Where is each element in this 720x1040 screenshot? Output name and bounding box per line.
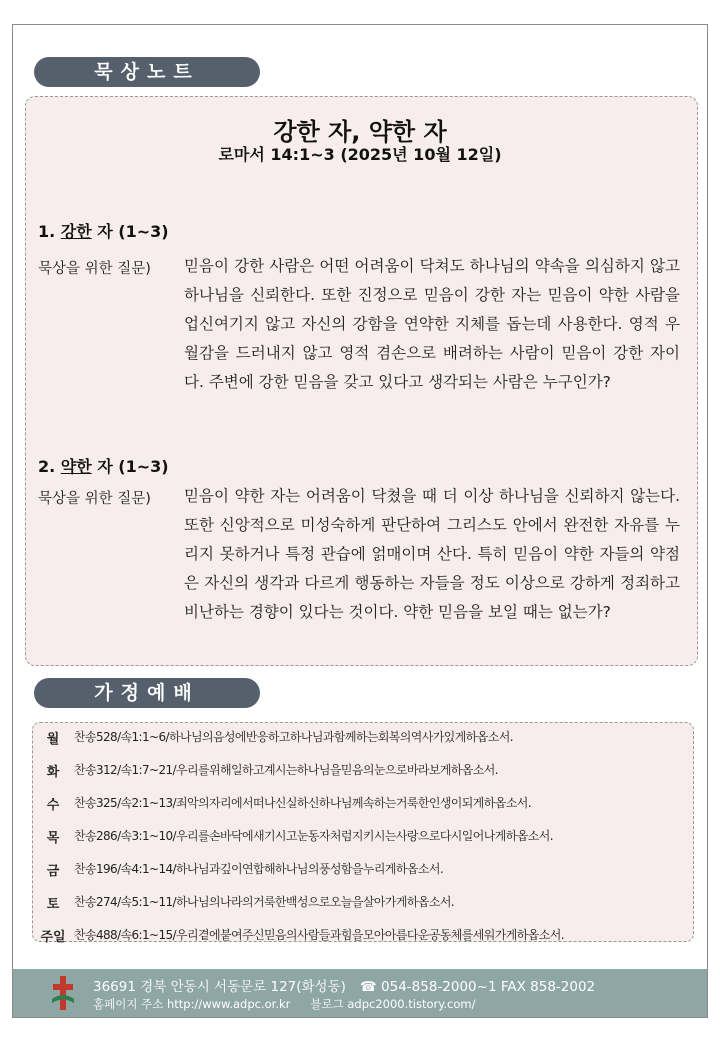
section-number: 2. <box>38 457 61 476</box>
worship-text: 찬송325/속2:1~13/죄악의자리에서떠나신실하신하나님께속하는거룩한인생이되게하옵소서. <box>74 796 531 810</box>
meditation-header: 묵상노트 <box>34 57 260 87</box>
church-address-line <box>93 975 595 995</box>
worship-text: 찬송488/속6:1~15/우리곁에붙여주신믿음의사람들과힘을모아아름다운공동체를세워가게하옵소서. <box>74 928 564 942</box>
section-heading-rest: 자 (1~3) <box>91 457 169 476</box>
section-2-question-label: 묵상을 위한 질문) <box>38 491 151 507</box>
section-number: 1. <box>38 222 61 241</box>
worship-row <box>36 827 696 851</box>
church-web-line <box>93 996 476 1012</box>
homepage-link[interactable]: 홈페이지 주소 http://www.adpc.or.kr <box>93 997 291 1011</box>
section-2-heading <box>38 454 169 477</box>
worship-row <box>36 728 696 752</box>
worship-day: 화 <box>46 765 60 780</box>
section-1-question-label: 묵상을 위한 질문) <box>38 261 151 277</box>
worship-text: 찬송286/속3:1~10/우리를손바닥에새기시고눈동자처럼지키시는사랑으로다시일어나게하옵소서. <box>74 829 553 843</box>
section-1-heading <box>38 219 169 242</box>
worship-row <box>36 761 696 785</box>
family-worship-header: 가정예배 <box>34 678 260 708</box>
blog-link[interactable]: 블로그 adpc2000.tistory.com/ <box>310 997 476 1011</box>
church-cross-logo <box>50 975 76 1011</box>
worship-day: 주일 <box>40 930 66 945</box>
worship-day: 목 <box>46 831 60 846</box>
worship-row <box>36 860 696 884</box>
section-keyword: 강한 <box>60 222 92 241</box>
scripture-reference: 로마서 14:1~3 (2025년 10월 12일) <box>218 145 502 164</box>
worship-day: 금 <box>46 864 60 879</box>
section-heading-rest: 자 (1~3) <box>91 222 169 241</box>
section-keyword: 약한 <box>60 457 92 476</box>
church-phone: ☎ 054-858-2000~1 FAX 858-2002 <box>359 979 596 995</box>
worship-day: 토 <box>46 897 60 912</box>
section-1-question-text: 믿음이 강한 사람은 어떤 어려움이 닥쳐도 하나님의 약속을 의심하지 않고 하나님을 신뢰한다. 또한 진정으로 믿음이 강한 자는 믿음이 약한 사람을 업신여기지 않고 자신의 강함을 연약한 지체를 돕는데 사용한다. 영적 우월감을 드러내지 않고 영적 겸손으로 배려하는 사람이 믿음이 강한 자이다. 주변에 강한 믿음을 갖고 있다고 생각되는 사람은 누구인가? <box>184 257 680 391</box>
section-2-question-text: 믿음이 약한 자는 어려움이 닥쳤을 때 더 이상 하나님을 신뢰하지 않는다. 또한 신앙적으로 미성숙하게 판단하여 그리스도 안에서 완전한 자유를 누리지 못하거나 특정 관습에 얽매이며 산다. 특히 믿음이 약한 자들의 약점은 자신의 생각과 다르게 행동하는 자들을 정도 이상으로 강하게 정죄하고 비난하는 경향이 있다는 것이다. 약한 믿음을 보일 때는 없는가? <box>184 487 680 621</box>
worship-day: 월 <box>46 732 60 747</box>
worship-text: 찬송196/속4:1~14/하나님과깊이연합해하나님의풍성함을누리게하옵소서. <box>74 862 444 876</box>
worship-day: 수 <box>46 798 60 813</box>
worship-text: 찬송312/속1:7~21/우리를위해일하고계시는하나님을믿음의눈으로바라보게하옵소서. <box>74 763 498 777</box>
worship-row <box>36 893 696 917</box>
worship-row <box>36 926 696 950</box>
worship-row <box>36 794 696 818</box>
worship-text: 찬송528/속1:1~6/하나님의음성에반응하고하나님과함께하는회복의역사가있게하옵소서. <box>74 730 513 744</box>
church-address: 36691 경북 안동시 서동문로 127(화성동) <box>93 979 346 995</box>
worship-text: 찬송274/속5:1~11/하나님의나라의거룩한백성으로오늘을살아가게하옵소서. <box>74 895 455 909</box>
sermon-title: 강한 자, 약한 자 <box>273 118 447 146</box>
